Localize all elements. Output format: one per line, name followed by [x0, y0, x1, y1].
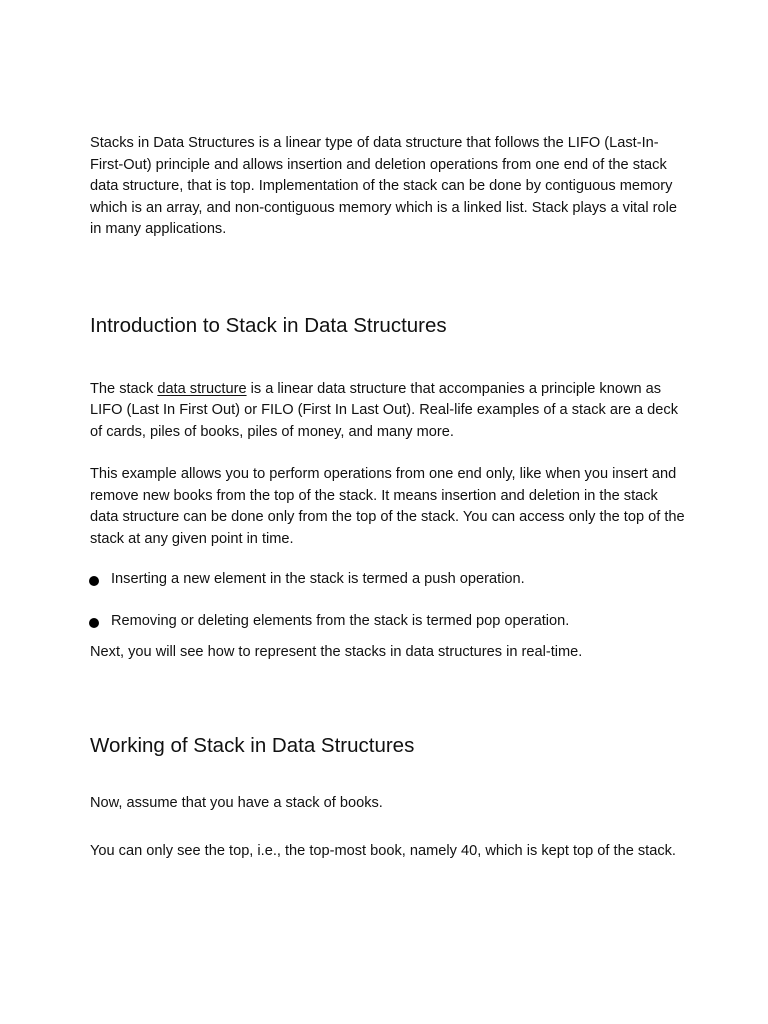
list-item-pop: [90, 611, 685, 633]
stack-definition-rest: is a linear data structure that accompanies a principle known as LIFO (Last In First Out) or FILO (First In Last Out). Real-life examples of a stack are a deck of cards, piles of books, piles of money, and many more.: [90, 380, 678, 440]
list-item-text: Removing or deleting elements from the stack is termed pop operation.: [111, 612, 570, 629]
list-item-text: Inserting a new element in the stack is termed a push operation.: [111, 571, 525, 587]
operations-list: [90, 569, 685, 632]
document-body: [90, 133, 685, 863]
bullet-icon: [89, 576, 99, 586]
list-item-push: [90, 569, 685, 591]
example-paragraph: This example allows you to perform operations from one end only, like when you insert and remove new books from the top of the stack. It means insertion and deletion in the stack data structure can be done only from the top of the stack. You can access only the top of the stack at any given point in time.: [90, 466, 685, 547]
data-structure-link[interactable]: data structure: [157, 380, 247, 397]
bullet-icon: [89, 618, 99, 628]
next-paragraph: Next, you will see how to represent the stacks in data structures in real-time.: [90, 644, 583, 660]
stack-definition-paragraph: [90, 379, 685, 444]
intro-paragraph: Stacks in Data Structures is a linear type of data structure that follows the LIFO (Last-In-First-Out) principle and allows insertion and deletion operations from one end of the stack data structure, that is top. Implementation of the stack can be done by contiguous memory which is an array, and non-contiguous memory which is a linked list. Stack plays a vital role in many applications.: [90, 135, 677, 237]
heading-introduction: Introduction to Stack in Data Structures: [90, 313, 447, 337]
heading-working: Working of Stack in Data Structures: [90, 733, 415, 757]
top-book-paragraph: You can only see the top, i.e., the top-most book, namely 40, which is kept top of the stack.: [90, 843, 676, 859]
books-paragraph: Now, assume that you have a stack of books.: [90, 794, 383, 811]
stack-definition-lead: The stack: [90, 380, 158, 397]
